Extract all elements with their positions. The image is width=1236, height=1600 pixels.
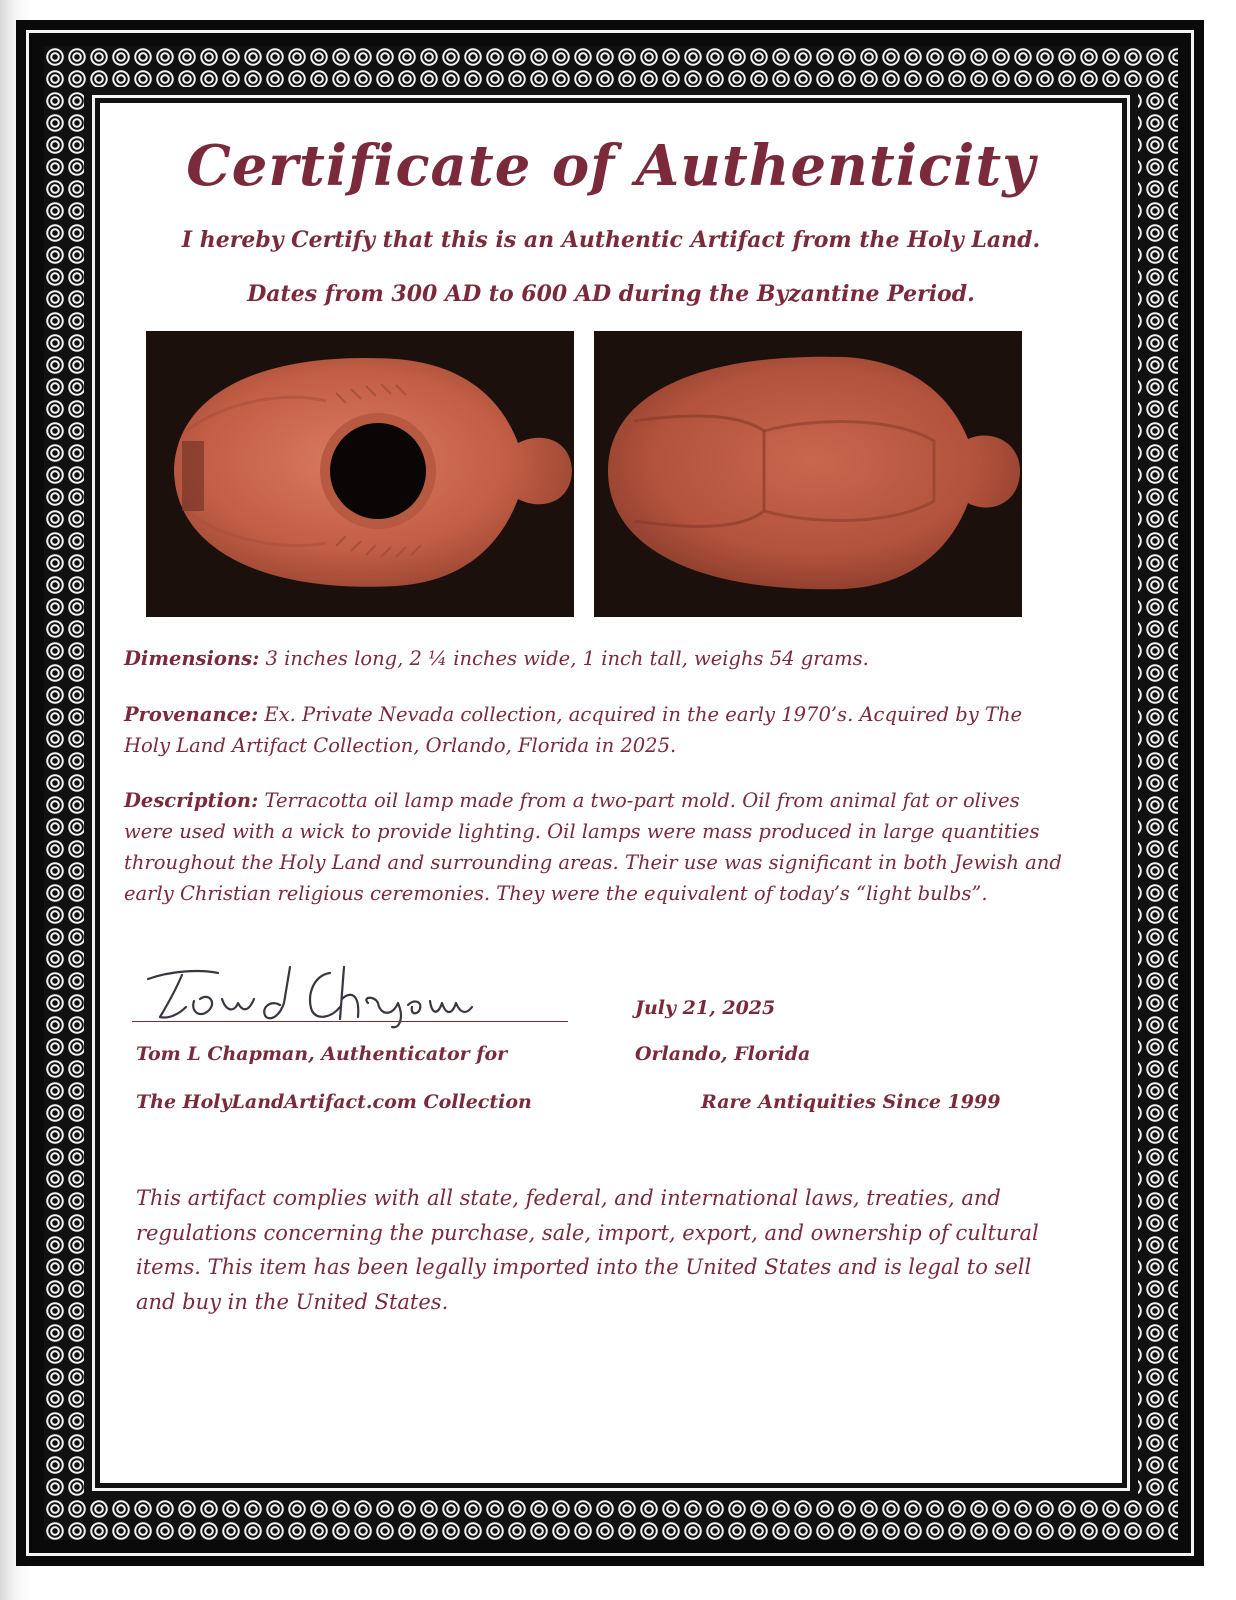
- provenance-text: Ex. Private Nevada collection, acquired in the early 1970’s. Acquired by The Holy Land Artifact Collection, Orlando, Florida in 2025.: [124, 703, 1023, 757]
- dimensions-text: 3 inches long, 2 ¼ inches wide, 1 inch tall, weighs 54 grams.: [265, 647, 869, 670]
- certificate-page: [100, 103, 1122, 1483]
- signature-line: [132, 1021, 568, 1022]
- description-label: Description:: [124, 789, 259, 812]
- oil-lamp-bottom-view-icon: [594, 331, 1022, 617]
- period-statement: Dates from 300 AD to 600 AD during the Byzantine Period.: [247, 281, 975, 307]
- authenticator-name: Tom L Chapman, Authenticator for: [136, 1043, 508, 1065]
- dimensions-paragraph: [124, 643, 1064, 674]
- certificate-date: July 21, 2025: [635, 997, 776, 1019]
- signature-icon: [130, 959, 570, 1029]
- dimensions-label: Dimensions:: [124, 647, 260, 670]
- oil-lamp-top-view-icon: [146, 331, 574, 617]
- legal-statement: This artifact complies with all state, federal, and international laws, treaties, and regulations concerning the purchase, sale, import, export, and ownership of cultural items. This item has been legally imported into the United States and is legal to sell and buy in the United States.: [136, 1186, 1039, 1314]
- lamp-top-photo: [146, 331, 574, 617]
- certify-statement: I hereby Certify that this is an Authentic Artifact from the Holy Land.: [181, 227, 1041, 253]
- certificate-title: Certificate of Authenticity: [186, 133, 1036, 199]
- description-paragraph: [124, 785, 1064, 909]
- provenance-label: Provenance:: [124, 703, 259, 726]
- provenance-paragraph: [124, 699, 1064, 761]
- tagline: Rare Antiquities Since 1999: [701, 1091, 1001, 1113]
- certificate-location: Orlando, Florida: [635, 1043, 811, 1065]
- lamp-bottom-photo: [594, 331, 1022, 617]
- collection-name: The HolyLandArtifact.com Collection: [136, 1091, 532, 1113]
- description-text: Terracotta oil lamp made from a two-part mold. Oil from animal fat or olives were used with a wick to provide lighting. Oil lamps were mass produced in large quantities throughout the Holy Land and surrounding areas. Their use was significant in both Jewish and early Christian religious ceremonies. They were the equivalent of today’s “light bulbs”.: [124, 789, 1062, 905]
- signature: [130, 959, 570, 1029]
